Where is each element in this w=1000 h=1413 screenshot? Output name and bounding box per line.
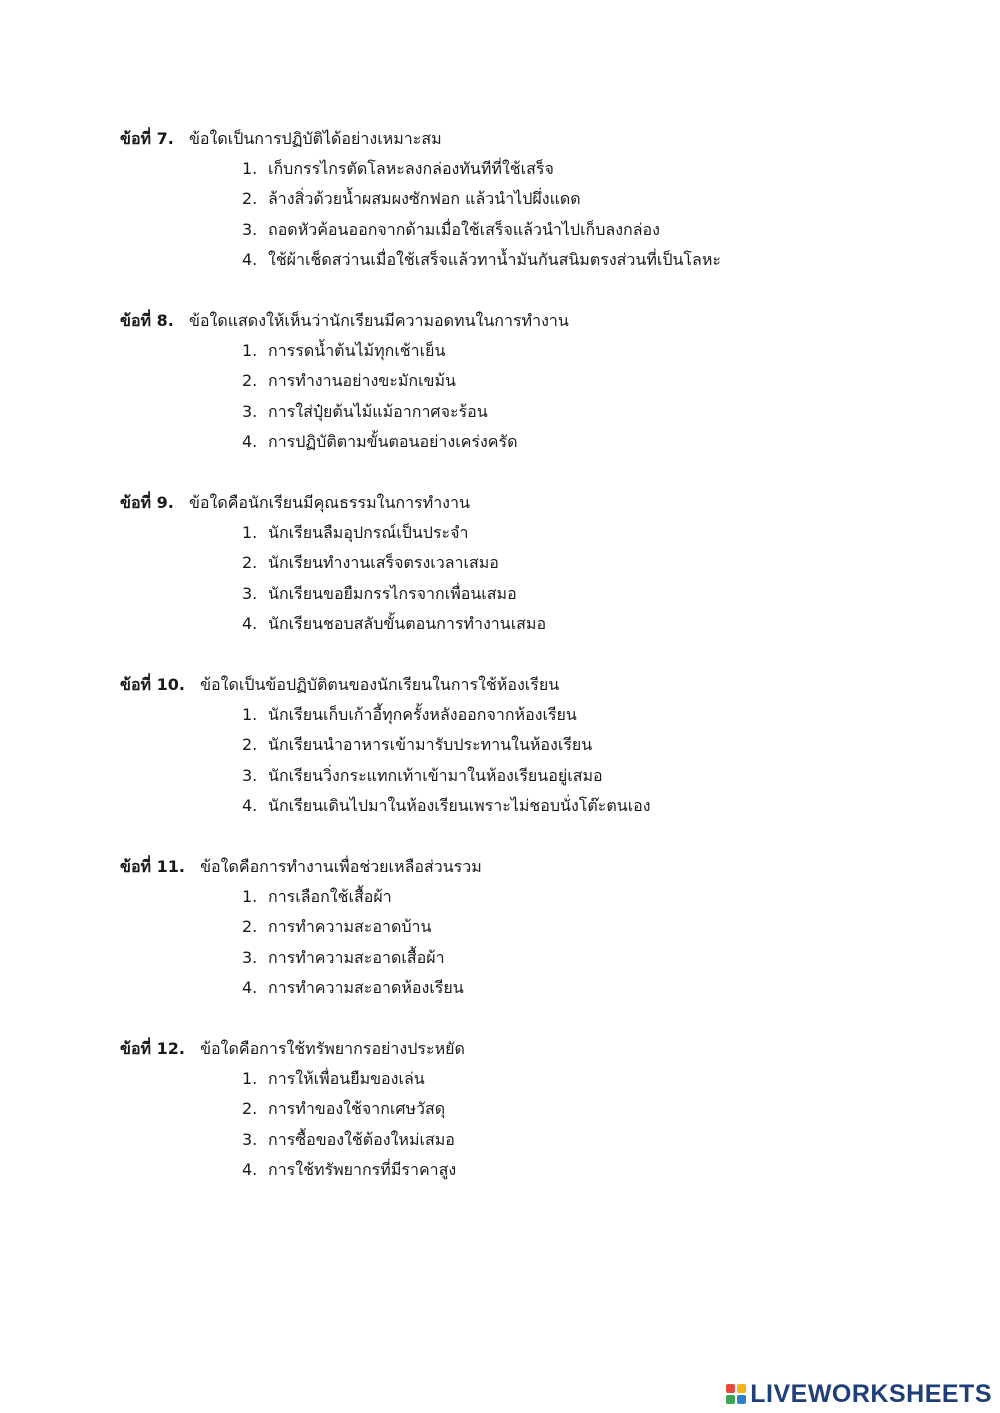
option-number: 2. [242, 371, 258, 391]
question-header [120, 670, 940, 700]
option-list [120, 1064, 940, 1185]
option-text: นักเรียนเก็บเก้าอี้ทุกครั้งหลังออกจากห้องเรียน [268, 705, 577, 724]
option-number: 4. [242, 795, 258, 815]
option-number: 4. [242, 613, 258, 633]
option-2[interactable] [120, 548, 940, 578]
option-text: การใส่ปุ๋ยต้นไม้แม้อากาศจะร้อน [268, 401, 488, 421]
option-list [120, 882, 940, 1003]
question-number: ข้อที่ 11. [120, 857, 186, 876]
mark-square-red [726, 1384, 735, 1393]
option-number: 1. [242, 1069, 258, 1088]
option-text: นักเรียนเดินไปมาในห้องเรียนเพราะไม่ชอบนั่งโต๊ะตนเอง [268, 795, 651, 815]
question-text: ข้อใดเป็นข้อปฏิบัติตนของนักเรียนในการใช้ห้องเรียน [200, 675, 560, 694]
option-text: การเลือกใช้เสื้อผ้า [268, 887, 392, 906]
option-1[interactable] [120, 336, 940, 366]
question-text: ข้อใดคือการทำงานเพื่อช่วยเหลือส่วนรวม [200, 857, 482, 876]
option-text: ใช้ผ้าเช็ดสว่านเมื่อใช้เสร็จแล้วทาน้ำมันกันสนิมตรงส่วนที่เป็นโลหะ [268, 249, 721, 269]
option-1[interactable] [120, 882, 940, 912]
option-4[interactable] [120, 427, 940, 457]
question-number: ข้อที่ 9. [120, 493, 174, 512]
option-number: 1. [242, 523, 258, 542]
liveworksheets-mark-icon [726, 1384, 746, 1404]
option-text: นักเรียนลืมอุปกรณ์เป็นประจำ [268, 523, 469, 542]
option-text: การทำความสะอาดบ้าน [268, 917, 432, 937]
option-2[interactable] [120, 730, 940, 760]
question-number: ข้อที่ 12. [120, 1039, 186, 1058]
option-number: 2. [242, 553, 258, 573]
option-list [120, 700, 940, 821]
question-11 [120, 852, 940, 1003]
option-number: 2. [242, 917, 258, 937]
question-text: ข้อใดเป็นการปฏิบัติได้อย่างเหมาะสม [188, 129, 442, 148]
question-text: ข้อใดคือการใช้ทรัพยากรอย่างประหยัด [200, 1039, 465, 1058]
option-list [120, 336, 940, 457]
option-number: 1. [242, 341, 258, 360]
liveworksheets-logo [726, 1379, 992, 1409]
option-number: 4. [242, 249, 258, 269]
option-number: 3. [242, 1129, 258, 1149]
option-1[interactable] [120, 154, 940, 184]
question-text: ข้อใดแสดงให้เห็นว่านักเรียนมีความอดทนในการทำงาน [188, 311, 569, 330]
option-number: 2. [242, 1099, 258, 1119]
mark-square-green [726, 1395, 735, 1404]
option-1[interactable] [120, 1064, 940, 1094]
option-number: 1. [242, 159, 258, 178]
option-3[interactable] [120, 1125, 940, 1155]
option-number: 3. [242, 765, 258, 785]
option-3[interactable] [120, 397, 940, 427]
option-3[interactable] [120, 761, 940, 791]
option-number: 2. [242, 735, 258, 755]
mark-square-blue [737, 1395, 746, 1404]
option-number: 1. [242, 705, 258, 724]
question-text: ข้อใดคือนักเรียนมีคุณธรรมในการทำงาน [188, 493, 470, 512]
option-text: นักเรียนวิ่งกระแทกเท้าเข้ามาในห้องเรียนอยู่เสมอ [268, 765, 603, 785]
option-3[interactable] [120, 943, 940, 973]
option-text: การทำความสะอาดเสื้อผ้า [268, 947, 445, 967]
option-text: เก็บกรรไกรตัดโลหะลงกล่องทันทีที่ใช้เสร็จ [268, 159, 554, 178]
option-4[interactable] [120, 973, 940, 1003]
option-1[interactable] [120, 700, 940, 730]
option-text: นักเรียนทำงานเสร็จตรงเวลาเสมอ [268, 553, 499, 573]
question-10 [120, 670, 940, 821]
question-number: ข้อที่ 8. [120, 311, 174, 330]
option-text: การทำความสะอาดห้องเรียน [268, 977, 464, 997]
option-list [120, 518, 940, 639]
question-number: ข้อที่ 7. [120, 129, 174, 148]
option-2[interactable] [120, 912, 940, 942]
option-1[interactable] [120, 518, 940, 548]
option-text: นักเรียนขอยืมกรรไกรจากเพื่อนเสมอ [268, 583, 517, 603]
option-text: การทำของใช้จากเศษวัสดุ [268, 1099, 446, 1119]
option-number: 3. [242, 947, 258, 967]
option-text: การทำงานอย่างขะมักเขม้น [268, 371, 456, 391]
question-8 [120, 306, 940, 457]
option-number: 3. [242, 583, 258, 603]
option-list [120, 154, 940, 275]
question-12 [120, 1034, 940, 1185]
option-text: การปฏิบัติตามขั้นตอนอย่างเคร่งครัด [268, 431, 518, 451]
option-text: การใช้ทรัพยากรที่มีราคาสูง [268, 1159, 457, 1179]
question-number: ข้อที่ 10. [120, 675, 186, 694]
option-4[interactable] [120, 245, 940, 275]
option-number: 4. [242, 1159, 258, 1179]
option-2[interactable] [120, 1094, 940, 1124]
option-text: นักเรียนนำอาหารเข้ามารับประทานในห้องเรียน [268, 735, 593, 755]
question-header [120, 124, 940, 154]
option-text: นักเรียนชอบสลับขั้นตอนการทำงานเสมอ [268, 613, 547, 633]
option-text: ล้างสิ่วด้วยน้ำผสมผงซักฟอก แล้วนำไปผึ่งแดด [268, 189, 581, 209]
option-text: ถอดหัวค้อนออกจากด้ามเมื่อใช้เสร็จแล้วนำไปเก็บลงกล่อง [268, 219, 660, 239]
question-9 [120, 488, 940, 639]
option-4[interactable] [120, 791, 940, 821]
watermark-text: LIVEWORKSHEETS [750, 1380, 992, 1408]
option-2[interactable] [120, 184, 940, 214]
option-4[interactable] [120, 609, 940, 639]
option-number: 2. [242, 189, 258, 209]
mark-square-yellow [737, 1384, 746, 1393]
option-4[interactable] [120, 1155, 940, 1185]
question-header [120, 488, 940, 518]
question-header [120, 852, 940, 882]
option-text: การรดน้ำต้นไม้ทุกเช้าเย็น [268, 341, 446, 360]
option-number: 4. [242, 431, 258, 451]
option-text: การซื้อของใช้ต้องใหม่เสมอ [268, 1129, 455, 1149]
option-number: 3. [242, 401, 258, 421]
option-number: 3. [242, 219, 258, 239]
option-number: 4. [242, 977, 258, 997]
question-header [120, 306, 940, 336]
option-3[interactable] [120, 215, 940, 245]
option-2[interactable] [120, 366, 940, 396]
option-number: 1. [242, 887, 258, 906]
question-7 [120, 124, 940, 275]
question-header [120, 1034, 940, 1064]
option-text: การให้เพื่อนยืมของเล่น [268, 1069, 425, 1088]
option-3[interactable] [120, 579, 940, 609]
